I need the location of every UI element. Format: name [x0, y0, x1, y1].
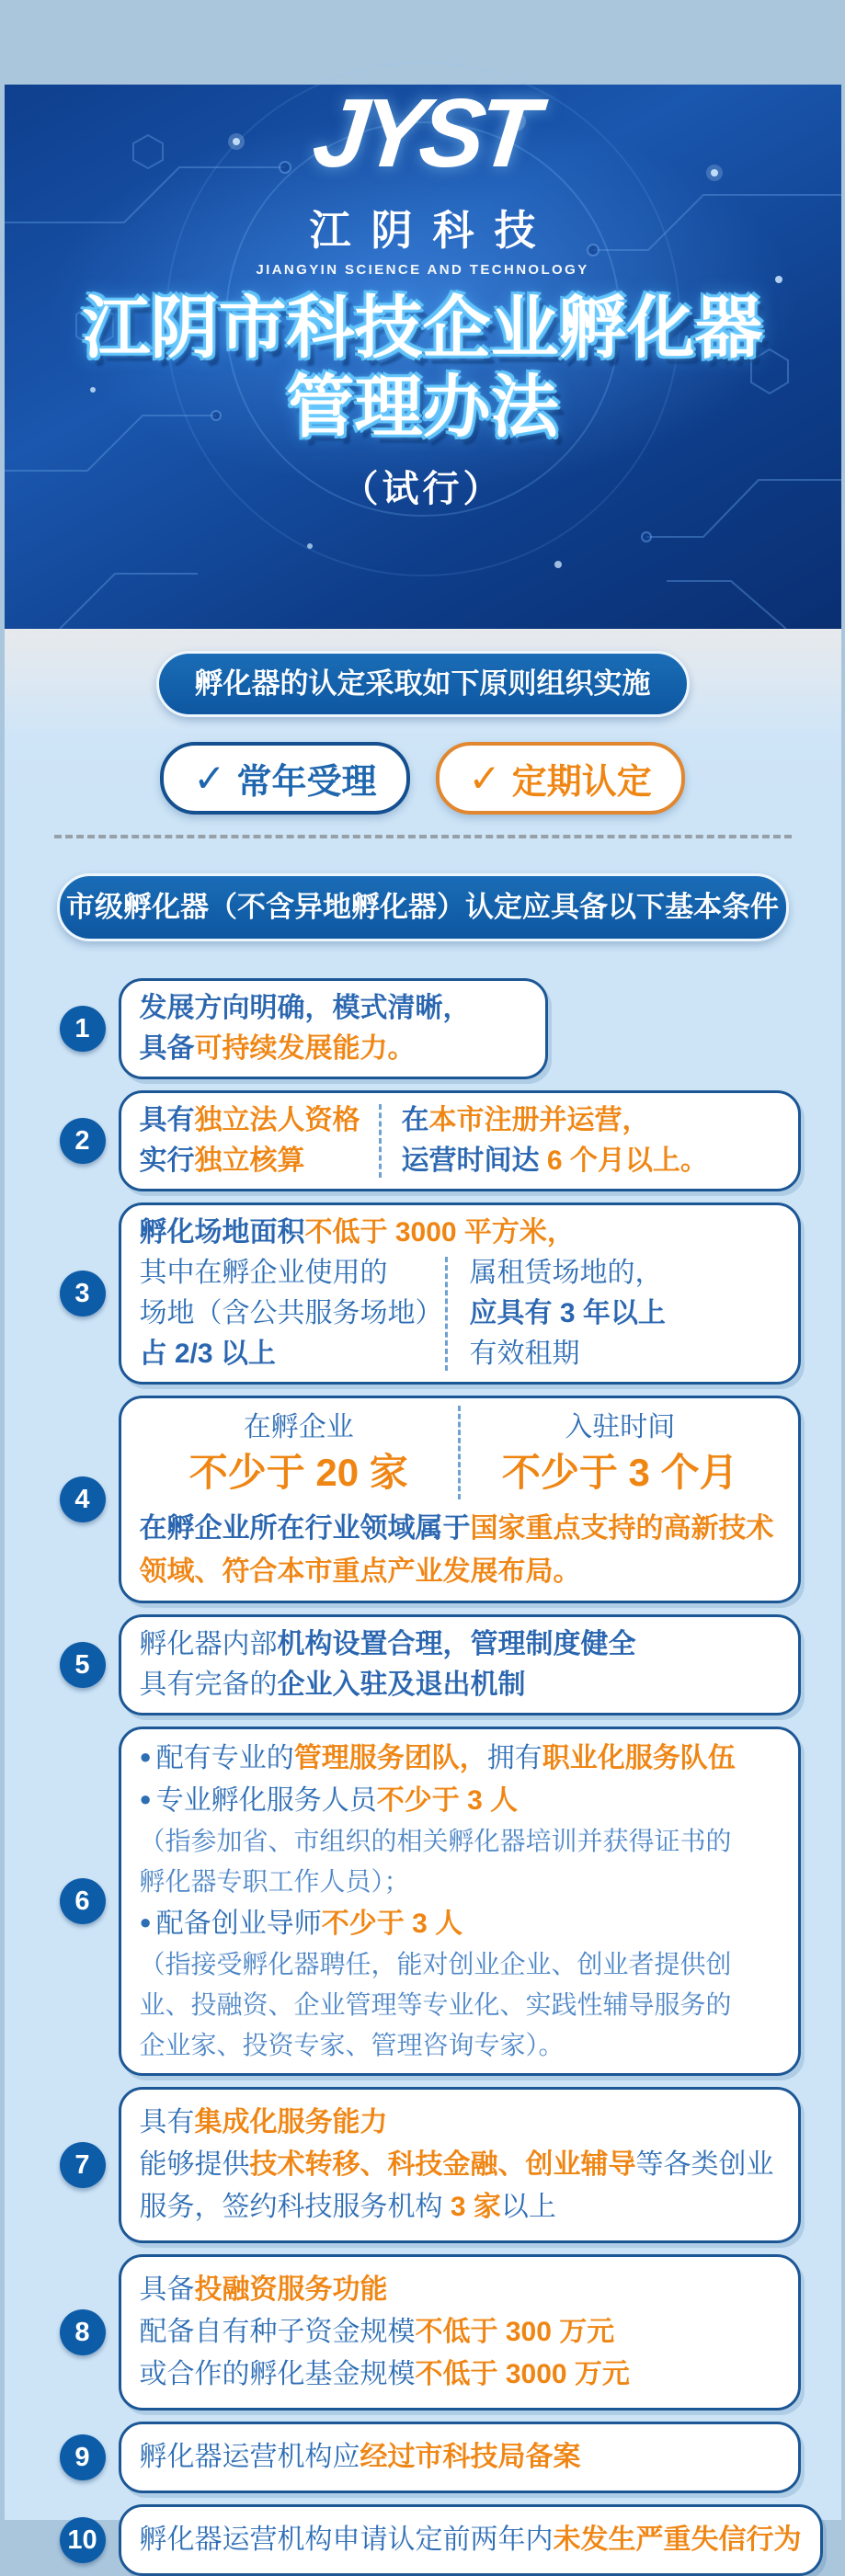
card-2-right-column: 在本市注册并运营， 运营时间达 6 个月以上。: [401, 1105, 708, 1176]
condition-row-10: [5, 2504, 841, 2576]
intro-pill: 孵化器的认定采取如下原则组织实施: [156, 651, 690, 717]
title-line-2: 管理办法: [286, 368, 559, 445]
condition-row-8: [5, 2254, 841, 2411]
trial-label: （试行）: [341, 468, 504, 509]
item-number-badge: 6: [60, 1878, 106, 1924]
incubating-companies-stat: [140, 1406, 459, 1499]
always-accepting-label: 常年受理: [236, 763, 377, 802]
condition-card-3: [119, 1203, 801, 1385]
poster-root: [5, 79, 841, 2555]
condition-card-5: 孵化器内部机构设置合理，管理制度健全 具有完备的企业入驻及退出机制: [119, 1614, 801, 1715]
always-accepting-badge: [160, 742, 409, 815]
dashed-divider: [54, 835, 792, 838]
item-number-badge: 4: [60, 1476, 106, 1522]
condition-card-10: 孵化器运营机构申请认定前两年内未发生严重失信行为: [119, 2504, 823, 2576]
body-section: [5, 629, 841, 2555]
check-icon: ✓: [468, 756, 501, 800]
title-line-1: 江阴市科技企业孵化器: [82, 290, 763, 366]
condition-row-5: [5, 1614, 841, 1715]
principle-badges-row: [5, 742, 841, 815]
item-number-badge: 3: [60, 1271, 106, 1316]
header: [5, 79, 841, 629]
stat-label: 在孵企业: [243, 1412, 354, 1442]
condition-card-6: ● 配有专业的管理服务团队，拥有职业化服务队伍 ● 专业孵化服务人员不少于 3 人 （指参加省、市组织的相关孵化器培训并获得证书的 孵化器专职工作人员）； ● 配备创业导师不少于 3 人 （指接受孵化器聘任，能对创业企业、创业者提供创 业、投融资、企业管理等专业化、实践性辅导服务的 企业家、投资专家、管理咨询专家）。: [119, 1727, 801, 2076]
condition-card-9: 孵化器运营机构应经过市科技局备案: [119, 2422, 801, 2493]
item-number-badge: 7: [60, 2142, 106, 2188]
condition-card-1: 发展方向明确，模式清晰， 具备可持续发展能力。: [119, 978, 548, 1079]
jyst-logo: JYST: [307, 79, 538, 188]
logo-chinese-name: 江阴科技: [309, 207, 556, 254]
item-number-badge: 8: [60, 2309, 106, 2355]
card-3-right-column: 属租赁场地的， 应具有 3 年以上 有效租期: [469, 1258, 666, 1369]
condition-row-4: [5, 1396, 841, 1603]
item-number-badge: 5: [60, 1642, 106, 1688]
condition-row-3: [5, 1203, 841, 1385]
condition-row-1: [5, 978, 841, 1079]
condition-row-6: [5, 1727, 841, 2076]
condition-card-8: 具备投融资服务功能 配备自有种子资金规模不低于 300 万元 或合作的孵化基金规模不低于 3000 万元: [119, 2254, 801, 2411]
check-icon: ✓: [193, 756, 226, 800]
card-4-paragraph: 在孵企业所在行业领域属于国家重点支持的高新技术 领域、符合本市重点产业发展布局。: [139, 1513, 774, 1587]
periodic-recognition-badge: [436, 742, 685, 815]
stat-value: 不少于 20 家: [188, 1451, 408, 1494]
condition-row-7: [5, 2087, 841, 2243]
card-3-header-line: 孵化场地面积不低于 3000 平方米，: [139, 1217, 575, 1248]
move-in-time-stat: [461, 1406, 780, 1499]
condition-card-2: [119, 1090, 801, 1191]
stat-label: 入驻时间: [565, 1412, 676, 1442]
card-3-left-column: 其中在孵企业使用的 场地（含公共服务场地） 占 2/3 以上: [139, 1258, 443, 1369]
page-title: [5, 289, 841, 447]
item-number-badge: 1: [60, 1006, 106, 1052]
conditions-list: [5, 978, 841, 2576]
conditions-section-pill: 市级孵化器（不含异地孵化器）认定应具备以下基本条件: [57, 873, 789, 941]
condition-card-4: [119, 1396, 801, 1603]
condition-row-2: [5, 1090, 841, 1191]
item-number-badge: 9: [60, 2434, 106, 2480]
logo-english-name: JIANGYIN SCIENCE AND TECHNOLOGY: [256, 262, 589, 278]
stat-value: 不少于 3 个月: [501, 1451, 738, 1494]
item-number-badge: 10: [60, 2517, 106, 2563]
condition-card-7: 具有集成化服务能力 能够提供技术转移、科技金融、创业辅导等各类创业 服务，签约科技服务机构 3 家以上: [119, 2087, 801, 2243]
item-number-badge: 2: [60, 1118, 106, 1164]
condition-row-9: [5, 2422, 841, 2493]
card-2-left-column: 具有独立法人资格 实行独立核算: [139, 1105, 360, 1176]
periodic-recognition-label: 定期认定: [511, 763, 652, 802]
